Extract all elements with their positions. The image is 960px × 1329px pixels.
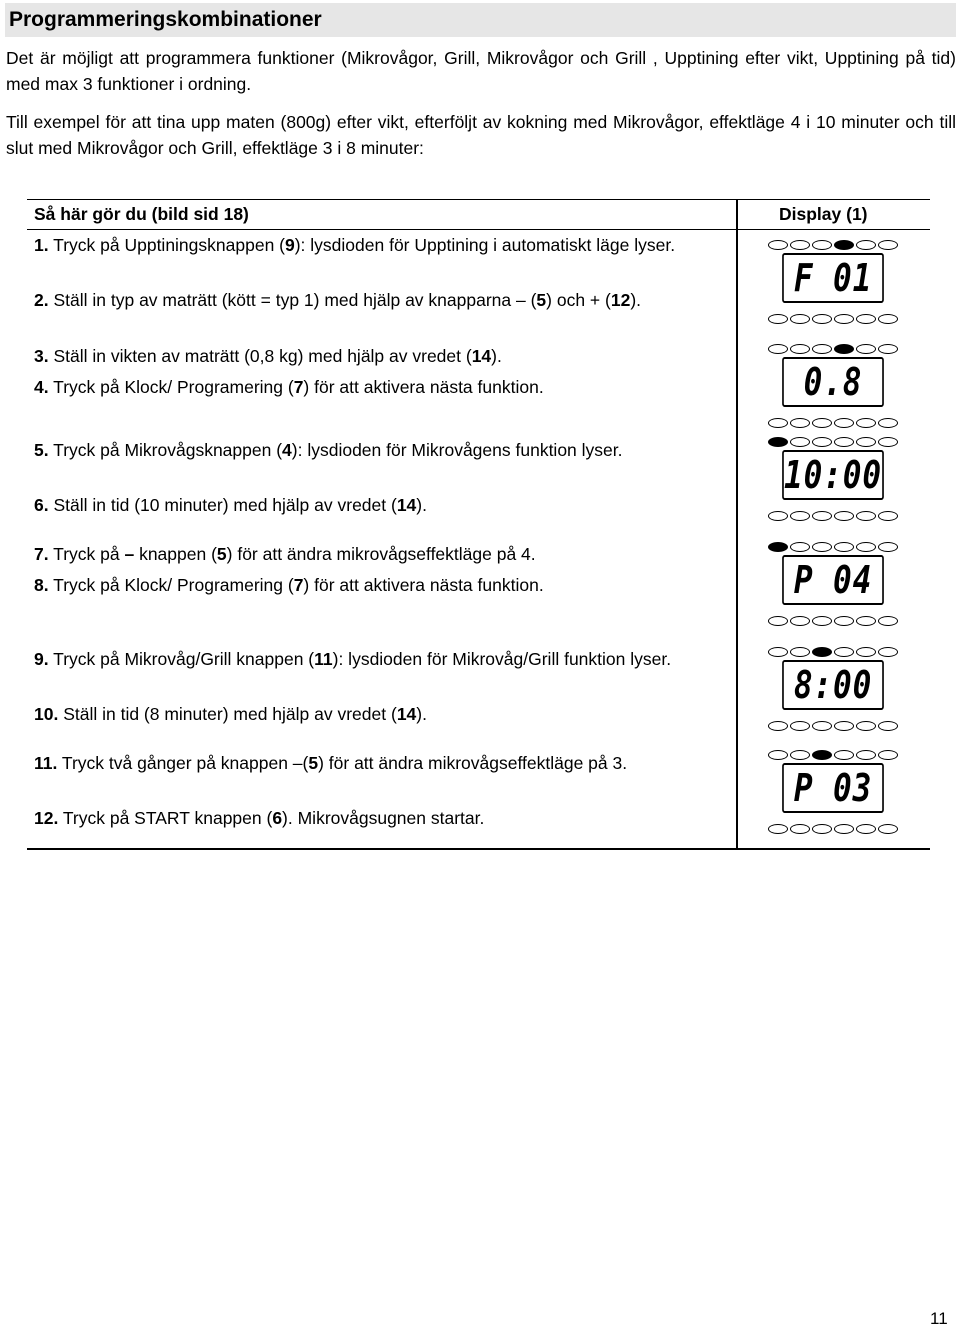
led-off-icon (790, 511, 810, 521)
led-lit-icon (812, 750, 832, 760)
step-text: Ställ in tid (10 minuter) med hjälp av vredet ( (48, 495, 397, 515)
step-text: ): lysdioden för Mikrovåg/Grill funktion lyser. (332, 649, 672, 669)
led-row-bottom (768, 822, 898, 836)
step-ref-number: 12 (610, 290, 631, 310)
led-row-bottom (768, 719, 898, 733)
led-row-top (768, 645, 898, 659)
led-off-icon (834, 511, 854, 521)
led-off-icon (812, 542, 832, 552)
led-off-icon (768, 647, 788, 657)
led-off-icon (878, 721, 898, 731)
step-number: 6. (34, 495, 49, 515)
led-off-icon (768, 750, 788, 760)
led-off-icon (768, 240, 788, 250)
step-text: ). (416, 495, 427, 515)
step-number: 10. (34, 704, 59, 724)
step-6 (34, 493, 732, 518)
step-text: ) för att aktivera nästa funktion. (303, 377, 544, 397)
step-number: 8. (34, 575, 49, 595)
step-ref-number: 11 (314, 649, 333, 669)
led-off-icon (878, 240, 898, 250)
led-off-icon (834, 824, 854, 834)
led-off-icon (834, 418, 854, 428)
step-ref-number: 7 (293, 377, 304, 397)
led-off-icon (878, 344, 898, 354)
step-ref-number: 5 (536, 290, 547, 310)
step-text: ). (416, 704, 427, 724)
step-number: 9. (34, 649, 49, 669)
step-text: Tryck på Klock/ Programering ( (48, 377, 294, 397)
step-ref-number: 14 (396, 704, 417, 724)
step-5 (34, 438, 732, 463)
led-off-icon (878, 418, 898, 428)
lcd-readout: 8:00 (782, 660, 884, 710)
led-off-icon (878, 437, 898, 447)
led-row-top (768, 342, 898, 356)
led-off-icon (878, 616, 898, 626)
led-off-icon (834, 750, 854, 760)
led-off-icon (834, 721, 854, 731)
step-3 (34, 344, 732, 369)
led-off-icon (768, 824, 788, 834)
step-ref-number: 4 (282, 440, 292, 460)
step-text: ). (630, 290, 642, 310)
step-10 (34, 702, 732, 727)
led-off-icon (768, 616, 788, 626)
led-lit-icon (768, 542, 788, 552)
led-off-icon (768, 418, 788, 428)
led-off-icon (812, 616, 832, 626)
step-text: Tryck på Klock/ Programering ( (48, 575, 294, 595)
step-ref-number: 14 (471, 346, 492, 366)
led-lit-icon (768, 437, 788, 447)
step-ref-number: 14 (396, 495, 417, 515)
led-off-icon (856, 616, 876, 626)
led-off-icon (812, 437, 832, 447)
led-off-icon (834, 647, 854, 657)
step-text: Tryck på START knappen ( (58, 808, 273, 828)
led-lit-icon (812, 647, 832, 657)
led-off-icon (812, 314, 832, 324)
step-text: Ställ in typ av maträtt (kött = typ 1) med hjälp av knapparna – ( (48, 290, 537, 310)
step-number: 4. (34, 377, 49, 397)
led-off-icon (856, 344, 876, 354)
led-off-icon (812, 240, 832, 250)
intro-paragraph-2: Till exempel för att tina upp maten (800g) efter vikt, efterföljt av kokning med Mikrovågor, effektläge 4 i 10 minuter och till slut med Mikrovågor och Grill, effektläge 3 i 8 minuter: (6, 112, 956, 158)
lcd-readout: P 03 (782, 763, 884, 813)
step-number: 3. (34, 346, 49, 366)
led-off-icon (856, 750, 876, 760)
led-row-top (768, 748, 898, 762)
lcd-readout: 10:00 (782, 450, 884, 500)
step-ref-number: 6 (272, 808, 283, 828)
step-ref-number: 5 (216, 544, 227, 564)
led-off-icon (856, 240, 876, 250)
led-row-top (768, 435, 898, 449)
led-off-icon (790, 824, 810, 834)
led-off-icon (878, 824, 898, 834)
step-4 (34, 375, 732, 400)
step-text: ) för att ändra mikrovågseffektläge på 4. (226, 544, 536, 564)
page-number: 11 (930, 1309, 948, 1328)
led-off-icon (834, 314, 854, 324)
step-1 (34, 233, 732, 258)
led-off-icon (790, 437, 810, 447)
led-off-icon (812, 344, 832, 354)
display-panel (743, 748, 923, 836)
table-bottom-rule (27, 848, 930, 850)
lcd-readout: P 04 (782, 555, 884, 605)
led-row-bottom (768, 416, 898, 430)
step-number: 2. (34, 290, 49, 310)
led-off-icon (878, 542, 898, 552)
led-off-icon (790, 240, 810, 250)
step-text: ): lysdioden för Mikrovågens funktion lyser. (291, 440, 623, 460)
led-off-icon (856, 418, 876, 428)
step-number: 11. (34, 753, 58, 773)
led-off-icon (856, 824, 876, 834)
led-off-icon (856, 437, 876, 447)
led-off-icon (834, 437, 854, 447)
led-off-icon (856, 721, 876, 731)
led-off-icon (812, 418, 832, 428)
step-text: ) och + ( (546, 290, 611, 310)
led-off-icon (812, 824, 832, 834)
step-number: 1. (34, 235, 49, 255)
step-ref-number: 7 (293, 575, 304, 595)
step-12 (34, 806, 732, 831)
led-off-icon (790, 314, 810, 324)
table-header-instructions: Så här gör du (bild sid 18) (34, 204, 249, 224)
step-number: 5. (34, 440, 49, 460)
step-text: ) för att aktivera nästa funktion. (303, 575, 544, 595)
led-off-icon (834, 542, 854, 552)
step-text: knappen ( (134, 544, 217, 564)
led-off-icon (768, 511, 788, 521)
display-panel (743, 238, 923, 326)
led-off-icon (812, 721, 832, 731)
led-row-bottom (768, 509, 898, 523)
step-11 (34, 751, 732, 776)
led-lit-icon (834, 344, 854, 354)
step-text: ): lysdioden för Upptining i automatiskt läge lyser. (294, 235, 676, 255)
lcd-readout: 0.8 (782, 357, 884, 407)
lcd-readout: F 01 (782, 253, 884, 303)
led-row-top (768, 540, 898, 554)
step-text: Tryck på Upptiningsknappen ( (48, 235, 285, 255)
step-9 (34, 647, 732, 672)
step-text: ). (491, 346, 502, 366)
led-off-icon (856, 314, 876, 324)
title-bar (5, 3, 956, 37)
display-panel (743, 645, 923, 733)
led-row-bottom (768, 614, 898, 628)
led-off-icon (856, 511, 876, 521)
led-off-icon (856, 542, 876, 552)
led-off-icon (812, 511, 832, 521)
step-text: Ställ in vikten av maträtt (0,8 kg) med hjälp av vredet ( (48, 346, 472, 366)
step-ref-number: 9 (285, 235, 295, 255)
led-off-icon (790, 344, 810, 354)
step-ref-number: – (124, 544, 135, 564)
step-text: Tryck på (48, 544, 125, 564)
led-off-icon (790, 542, 810, 552)
table-header-row (27, 199, 930, 230)
step-7 (34, 542, 732, 567)
page-title: Programmeringskombinationer (9, 8, 322, 31)
led-off-icon (878, 750, 898, 760)
led-lit-icon (834, 240, 854, 250)
led-off-icon (856, 647, 876, 657)
intro-paragraph-1: Det är möjligt att programmera funktioner (Mikrovågor, Grill, Mikrovågor och Grill , Upptining efter vikt, Upptining på tid) med max 3 funktioner i ordning. (6, 48, 956, 94)
led-off-icon (790, 418, 810, 428)
step-number: 12. (34, 808, 59, 828)
step-text: Tryck på Mikrovåg/Grill knappen ( (48, 649, 315, 669)
led-off-icon (790, 721, 810, 731)
table-header-display: Display (1) (779, 204, 868, 224)
led-off-icon (790, 750, 810, 760)
display-panel (743, 540, 923, 628)
step-text: Tryck två gånger på knappen –( (57, 753, 309, 773)
led-row-top (768, 238, 898, 252)
step-text: ). Mikrovågsugnen startar. (282, 808, 485, 828)
step-text: ) för att ändra mikrovågseffektläge på 3. (318, 753, 628, 773)
led-off-icon (768, 721, 788, 731)
display-panel (743, 435, 923, 523)
table-column-divider (736, 199, 738, 850)
led-off-icon (768, 344, 788, 354)
step-2 (34, 288, 732, 313)
led-row-bottom (768, 312, 898, 326)
led-off-icon (790, 647, 810, 657)
led-off-icon (878, 647, 898, 657)
step-text: Tryck på Mikrovågsknappen ( (48, 440, 283, 460)
led-off-icon (834, 616, 854, 626)
display-panel (743, 342, 923, 430)
led-off-icon (878, 314, 898, 324)
step-text: Ställ in tid (8 minuter) med hjälp av vredet ( (58, 704, 397, 724)
led-off-icon (878, 511, 898, 521)
led-off-icon (768, 314, 788, 324)
step-number: 7. (34, 544, 49, 564)
step-8 (34, 573, 732, 598)
step-ref-number: 5 (308, 753, 319, 773)
led-off-icon (790, 616, 810, 626)
